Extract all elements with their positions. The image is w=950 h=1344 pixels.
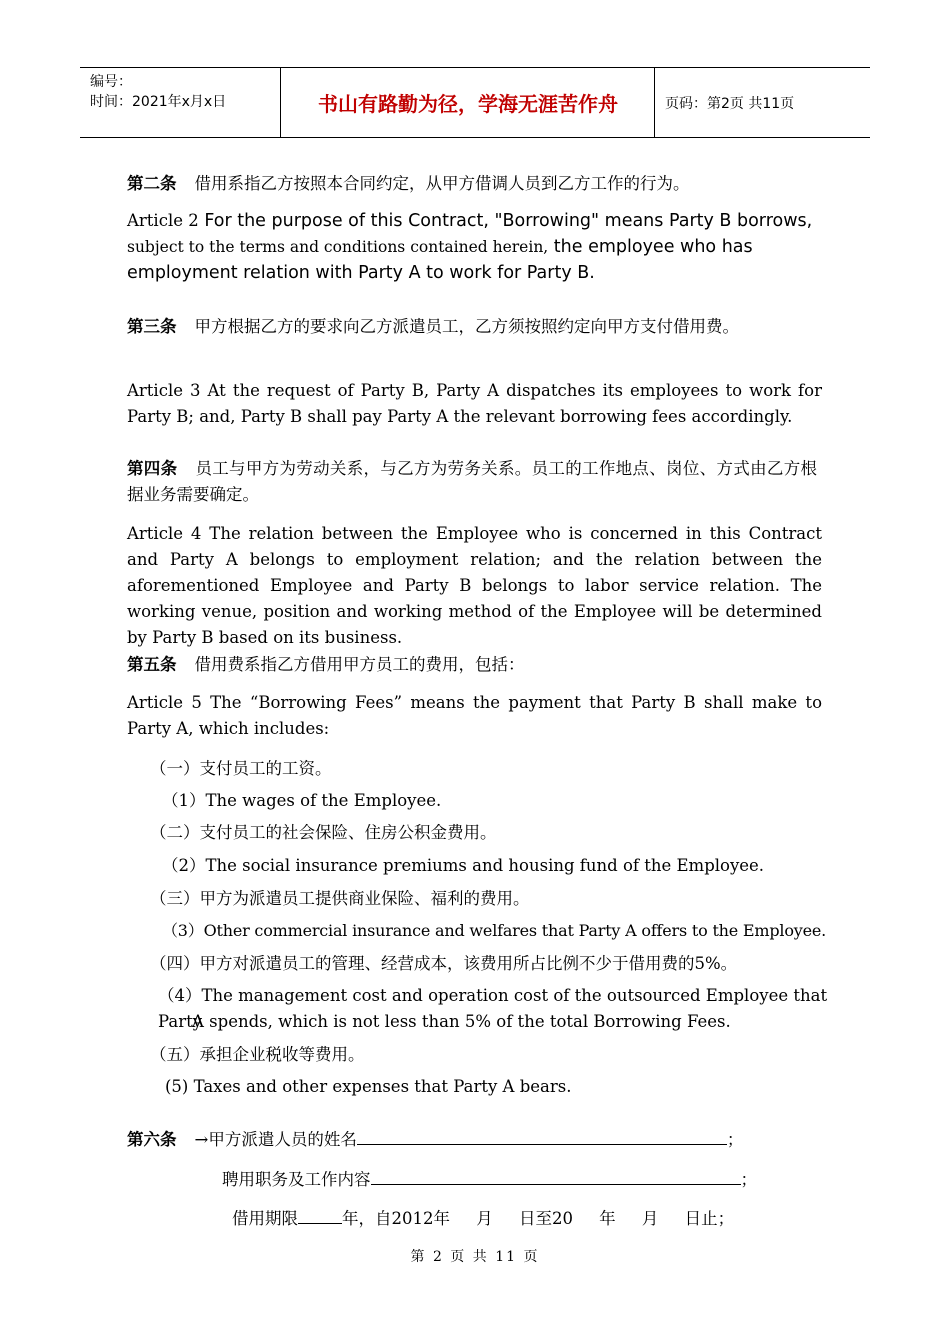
art2-en-b: subject to the terms and conditions contained herein, <box>127 238 549 256</box>
header-table <box>80 67 870 138</box>
art6-term-label: 借用期限 <box>232 1209 298 1228</box>
art5-item-1-cn: （一）支付员工的工资。 <box>150 759 332 778</box>
art5-item-5-en: (5) Taxes and other expenses that Party A bears. <box>165 1077 572 1096</box>
number-label: 编号： <box>90 74 132 90</box>
art5-item-3-en: （3）Other commercial insurance and welfares that Party A offers to the Employee. <box>162 921 827 940</box>
art5-en: Article 5 The “Borrowing Fees” means the payment that Party B shall make to Party A, which includes: <box>127 693 822 738</box>
art5-item-2-en: （2）The social insurance premiums and housing fund of the Employee. <box>162 856 765 875</box>
name-blank[interactable] <box>357 1126 727 1145</box>
art2-cn-text: 借用系指乙方按照本合同约定，从甲方借调人员到乙方工作的行为。 <box>194 174 690 193</box>
art5-item-4-cn: （四）甲方对派遣员工的管理、经营成本，该费用所占比例不少于借用费的5%。 <box>150 954 738 973</box>
art3-cn-title: 第三条 <box>127 317 177 336</box>
job-blank[interactable] <box>371 1166 741 1185</box>
art6-term-line <box>232 1205 832 1232</box>
arrow-icon: → <box>194 1130 209 1149</box>
header-motto: 书山有路勤为径，学海无涯苦作舟 <box>282 68 655 137</box>
art2-en-a: For the purpose of this Contract, "Borrowing" means Party B borrows, <box>198 211 813 231</box>
art2-en <box>127 208 827 286</box>
art6-cn-title: 第六条 <box>127 1130 177 1149</box>
art5-item-1-en: （1）The wages of the Employee. <box>162 791 442 810</box>
art2-en-c: the employee who has employment relation with Party A to work for Party B. <box>127 237 753 283</box>
art5-item-5-cn: （五）承担企业税收等费用。 <box>150 1045 365 1064</box>
art2-cn <box>127 171 827 197</box>
page-footer: 第 2 页 共 11 页 <box>410 1249 540 1265</box>
semicolon: ； <box>740 1170 757 1189</box>
art4-cn-text: 员工与甲方为劳动关系，与乙方为劳务关系。员工的工作地点、岗位、方式由乙方根据业务需要确定。 <box>127 459 818 504</box>
time-label: 时间：2021年x月x日 <box>90 94 227 110</box>
semicolon: ； <box>717 1209 735 1228</box>
art2-cn-title: 第二条 <box>127 174 177 193</box>
art4-en: Article 4 The relation between the Employee who is concerned in this Contract and Party A belongs to employment relation; and the relation between the aforementioned Employee and Party B belongs to labor service relation. The working venue, position and working method of the Employee will be determined by Party B based on its business. <box>127 524 822 647</box>
art5-cn <box>127 652 827 678</box>
art5-cn-text: 借用费系指乙方借用甲方员工的费用，包括： <box>194 655 525 674</box>
header-page-info: 页码：第2页 共11页 <box>665 95 795 112</box>
term-blank[interactable] <box>298 1205 342 1224</box>
art6-job-label: 聘用职务及工作内容 <box>222 1170 371 1189</box>
art6-job-line <box>222 1166 822 1193</box>
art5-cn-title: 第五条 <box>127 655 177 674</box>
art4-cn-title: 第四条 <box>127 459 178 478</box>
art6-term-text: 年，自2012年 月 日至20 年 月 日止 <box>342 1209 718 1228</box>
semicolon: ； <box>726 1130 744 1149</box>
art4-cn <box>127 456 817 508</box>
art5-item-4-en-line2: A spends, which is not less than 5% of the total Borrowing Fees. <box>192 1012 731 1031</box>
art5-item-2-cn: （二）支付员工的社会保险、住房公积金费用。 <box>150 823 497 842</box>
art2-en-prefix: Article 2 <box>127 211 199 230</box>
art3-en: Article 3 At the request of Party B, Party A dispatches its employees to work for Party B; and, Party B shall pay Party A the relevant borrowing fees accordingly. <box>127 381 822 426</box>
art6-name-label: 甲方派遣人员的姓名 <box>208 1130 357 1149</box>
art6-name-line <box>127 1126 847 1153</box>
art3-cn <box>127 314 847 340</box>
header-meta <box>80 68 281 137</box>
art5-item-3-cn: （三）甲方为派遣员工提供商业保险、福利的费用。 <box>150 889 530 908</box>
art3-cn-text: 甲方根据乙方的要求向乙方派遣员工，乙方须按照约定向甲方支付借用费。 <box>194 317 739 336</box>
art5-item-4-en-line1: （4）The management cost and operation cost of the outsourced Employee that Party <box>158 986 828 1031</box>
